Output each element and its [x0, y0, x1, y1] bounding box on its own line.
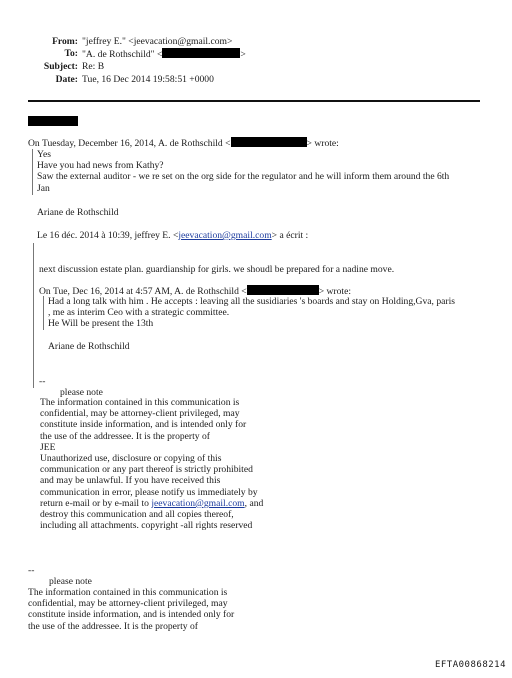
notice-line: constitute inside information, and is intended only for — [40, 419, 247, 431]
notice-line — [40, 498, 263, 509]
notice-text: , and — [244, 497, 264, 509]
notice-line: the use of the addressee. It is the property of — [40, 430, 210, 442]
notice-line: communication or any part thereof is strictly prohibited — [40, 464, 253, 476]
email-link[interactable]: jeevacation@gmail.com — [178, 230, 272, 241]
reply2-body — [48, 296, 455, 330]
redaction-bar — [231, 137, 307, 147]
confidentiality-notice — [40, 397, 263, 531]
reply2-line: Had a long talk with him . He accepts : leaving all the susidiaries 's boards and stay on Holding,Gva, paris — [48, 296, 455, 307]
reply1-line: Jan — [37, 182, 50, 194]
reply1-line: Yes — [37, 149, 51, 160]
notice-line: confidential, may be attorney-client privileged, may — [40, 408, 240, 420]
subject-value: Re: B — [82, 61, 105, 72]
reply1-intro-text: On Tuesday, December 16, 2014, A. de Rothschild < — [28, 138, 231, 149]
email-link[interactable]: jeevacation@gmail.com — [151, 497, 245, 509]
notice-line: The information contained in this communication is — [40, 397, 240, 408]
quoted-header — [37, 230, 308, 241]
notice-line: destroy this communication and all copies thereof, — [40, 509, 234, 521]
notice-line: constitute inside information, and is intended only for — [28, 609, 235, 621]
signature: Ariane de Rothschild — [48, 341, 130, 352]
reply2-line: He Will be present the 13th — [48, 318, 154, 330]
reply1-line: Have you had news from Kathy? — [37, 160, 164, 172]
notice-line: confidential, may be attorney-client privileged, may — [28, 598, 228, 610]
dash-separator: -- — [28, 565, 35, 576]
reply1-line: Saw the external auditor - we re set on the org side for the regulator and he will inform them around the 6th — [37, 171, 450, 183]
notice-text: return e-mail or by e-mail to — [40, 497, 152, 509]
quoted-header-end: > a écrit : — [271, 230, 309, 241]
redaction-bar — [162, 48, 240, 58]
document-id: EFTA00868214 — [434, 660, 506, 670]
subject-label: Subject: — [43, 61, 78, 72]
reply1-body — [37, 149, 449, 194]
notice-title: please note — [60, 387, 103, 398]
signature: Ariane de Rothschild — [37, 207, 119, 218]
redaction-bar — [247, 285, 319, 295]
from-label: From: — [52, 36, 78, 47]
notice-line: including all attachments. copyright -all rights reserved — [40, 520, 253, 532]
notice-line: and may be unlawful. If you have received this — [40, 475, 221, 487]
to-value-close: > — [240, 49, 246, 60]
from-value: "jeffrey E." <jeevacation@gmail.com> — [82, 36, 233, 47]
message-text: next discussion estate plan. guardianship for girls. we shoudl be prepared for a nadine move. — [39, 264, 395, 275]
reply2-intro-text: On Tue, Dec 16, 2014 at 4:57 AM, A. de Rothschild < — [39, 286, 247, 297]
notice-line: The information contained in this communication is — [28, 587, 228, 598]
header-divider — [28, 100, 480, 102]
dash-separator: -- — [39, 376, 46, 387]
reply1-intro — [28, 137, 339, 149]
notice-title: please note — [49, 576, 92, 587]
notice-line: JEE — [40, 441, 56, 453]
redaction-bar — [28, 116, 78, 126]
quoted-header-text: Le 16 déc. 2014 à 10:39, jeffrey E. < — [37, 230, 179, 241]
notice-line: the use of the addressee. It is the property of — [28, 620, 198, 632]
quote-bar — [43, 296, 44, 330]
reply1-intro-end: > wrote: — [306, 138, 339, 149]
notice-line: Unauthorized use, disclosure or copying of this — [40, 453, 222, 465]
to-value-text: "A. de Rothschild" < — [82, 49, 163, 60]
date-label: Date: — [55, 74, 78, 85]
date-value: Tue, 16 Dec 2014 19:58:51 +0000 — [82, 74, 214, 85]
to-label: To: — [64, 48, 78, 59]
quote-bar — [32, 149, 33, 195]
confidentiality-notice — [28, 587, 234, 632]
to-value — [82, 48, 246, 60]
notice-line: communication in error, please notify us immediately by — [40, 486, 258, 498]
reply2-line: , me as interim Ceo with a strategic committee. — [48, 307, 230, 319]
reply2-intro-end: > wrote: — [318, 286, 352, 297]
quote-bar — [33, 243, 34, 388]
